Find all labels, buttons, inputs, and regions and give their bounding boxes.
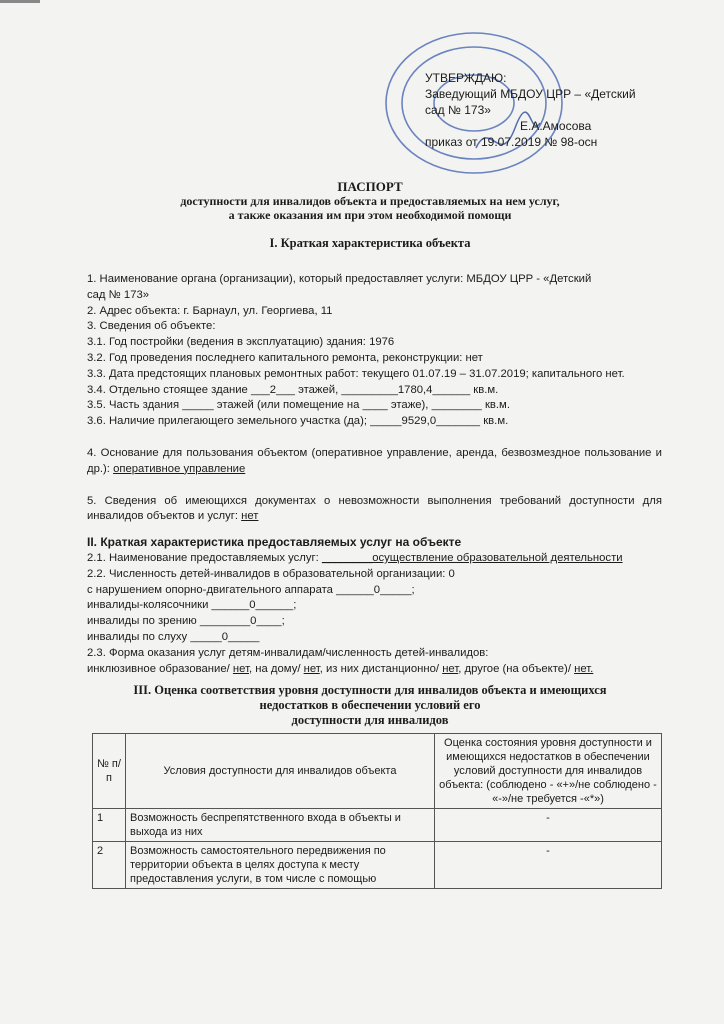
approval-position: Заведующий МБДОУ ЦРР – «Детский: [425, 87, 636, 101]
approval-org: сад № 173»: [425, 103, 491, 117]
approval-order: приказ от 19.07.2019 № 98-осн: [425, 135, 598, 149]
scan-edge: [0, 0, 40, 3]
item-3-1: 3.1. Год постройки (ведения в эксплуатацию) здания: 1976: [87, 336, 395, 349]
item-3: 3. Сведения об объекте:: [87, 320, 216, 333]
item-3-4: 3.4. Отдельно стоящее здание ___2___ этажей, _________1780,4______ кв.м.: [87, 383, 499, 396]
item-1a: 1. Наименование органа (организации), который предоставляет услуги: МБДОУ ЦРР - «Детский: [87, 273, 592, 285]
col-condition-header: Условия доступности для инвалидов объекта: [126, 734, 435, 809]
table-row: 1 Возможность беспрепятственного входа в объекты и выхода из них -: [93, 809, 662, 842]
item-2-2b: инвалиды-колясочники ______0______;: [87, 599, 297, 612]
section3-heading: III. Оценка соответствия уровня доступности для инвалидов объекта и имеющихся недостатков в обеспечении условий его доступности для инвалидов: [133, 683, 607, 727]
approval-name: Е.А.Амосова: [520, 119, 592, 133]
table-row: 2 Возможность самостоятельного передвижения по территории объекта в целях доступа к месту предоставления услуги, в том числе с помощью -: [93, 842, 662, 889]
section1-body: [87, 272, 662, 677]
document-title: [80, 180, 660, 222]
item-2-1: 2.1. Наименование предоставляемых услуг: ________осуществление образовательной деятельности: [87, 551, 623, 564]
item-2: 2. Адрес объекта: г. Барнаул, ул. Георгиева, 11: [87, 304, 333, 317]
approval-title: УТВЕРЖДАЮ:: [425, 71, 507, 85]
approval-block: [425, 70, 685, 150]
title-main: ПАСПОРТ: [337, 179, 403, 194]
title-sub1: доступности для инвалидов объекта и предоставляемых на нем услуг,: [180, 194, 560, 208]
item-3-6: 3.6. Наличие прилегающего земельного участка (да); _____9529,0_______ кв.м.: [87, 415, 509, 428]
item-2-2: 2.2. Численность детей-инвалидов в образовательной организации: 0: [87, 567, 455, 580]
col-num-header: № п/п: [93, 734, 126, 809]
item-3-3: 3.3. Дата предстоящих плановых ремонтных работ: текущего 01.07.19 – 31.07.2019; капитального нет.: [87, 367, 625, 380]
item-1b: сад № 173»: [87, 288, 150, 301]
item-2-3: 2.3. Форма оказания услуг детям-инвалидам/численность детей-инвалидов:: [87, 646, 489, 659]
section2-heading: II. Краткая характеристика предоставляемых услуг на объекте: [87, 535, 462, 550]
item-3-5: 3.5. Часть здания _____ этажей (или помещение на ____ этаже), ________ кв.м.: [87, 399, 510, 412]
item-2-2c: инвалиды по зрению ________0____;: [87, 615, 285, 628]
item-5: 5. Сведения об имеющихся документах о невозможности выполнения требований доступности для инвалидов объектов и услуг: нет: [87, 494, 662, 523]
item-4: 4. Основание для пользования объектом (оперативное управление, аренда, безвозмездное пользование и др.): оперативное управление: [87, 446, 662, 475]
table-header-row: [93, 734, 662, 809]
col-evaluation-header: Оценка состояния уровня доступности и имеющихся недостатков в обеспечении условий доступности для инвалидов объекта: (соблюдено - «+»/не соблюдено - «-»/не требуется -«*»): [435, 734, 662, 809]
item-2-3b: инклюзивное образование/ нет, на дому/ нет, из них дистанционно/ нет, другое (на объекте)/ нет.: [87, 662, 594, 675]
title-sub2: а также оказания им при этом необходимой помощи: [228, 208, 512, 222]
item-3-2: 3.2. Год проведения последнего капитального ремонта, реконструкции: нет: [87, 351, 483, 364]
item-2-2a: с нарушением опорно-двигательного аппарата ______0_____;: [87, 583, 415, 596]
assessment-table: [92, 733, 662, 889]
item-2-2d: инвалиды по слуху _____0_____: [87, 630, 260, 643]
section1-heading: I. Краткая характеристика объекта: [269, 236, 471, 250]
